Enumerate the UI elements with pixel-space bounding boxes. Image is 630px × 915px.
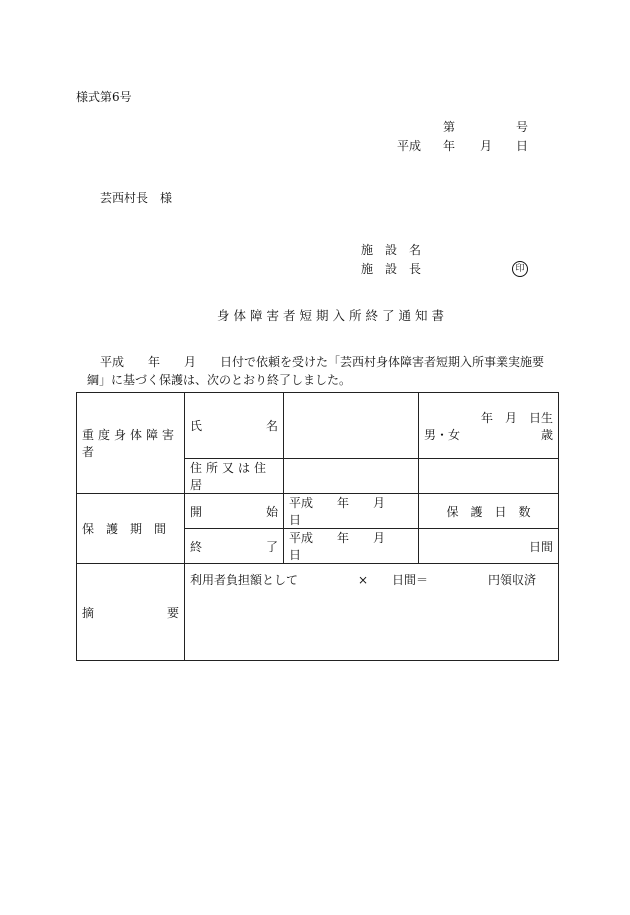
birth-gender-cell: [419, 393, 559, 459]
address-value-cell[interactable]: [284, 459, 419, 494]
table-row: [77, 393, 559, 459]
address-extra-cell[interactable]: [419, 459, 559, 494]
days-unit: 日間: [528, 539, 553, 554]
period-label: 保 護 期 間: [82, 522, 167, 536]
date-day: 日: [516, 139, 529, 153]
facility-head-label: 施 設 長: [361, 262, 422, 276]
number-suffix: 号: [516, 120, 529, 134]
date-era: 平成: [397, 139, 422, 153]
start-label-right: 始: [265, 504, 278, 519]
days-value-cell[interactable]: [419, 529, 559, 564]
table-row: [77, 564, 559, 661]
name-label-cell: [185, 393, 284, 459]
address-label-cell: [185, 459, 284, 494]
addressee: 芸西村長 様: [100, 191, 173, 205]
document-title: 身体障害者短期入所終了通知書: [217, 308, 449, 323]
summary-text: 利用者負担額として × 日間＝ 円領収済: [190, 573, 537, 587]
address-label: 住所又は住居: [190, 461, 271, 492]
form-number: 様式第6号: [76, 90, 132, 104]
facility-name-label: 施 設 名: [361, 243, 422, 257]
gender: 男・女: [424, 427, 461, 442]
end-label-cell: [185, 529, 284, 564]
person-label: 重度身体障害者: [82, 428, 179, 459]
number-prefix: 第: [443, 120, 456, 134]
name-label-right: 名: [265, 419, 278, 433]
start-label-left: 開: [190, 504, 203, 519]
notice-table: [76, 392, 559, 661]
end-label-right: 了: [265, 539, 278, 554]
body-text-line2: 綱」に基づく保護は、次のとおり終了しました。: [87, 373, 352, 387]
start-date: 平成 年 月 日: [289, 496, 410, 527]
end-date-cell[interactable]: [284, 529, 419, 564]
seal-mark: [512, 260, 528, 277]
birth-date: 年 月 日生: [480, 410, 553, 425]
seal-icon: 印: [512, 261, 528, 277]
start-date-cell[interactable]: [284, 494, 419, 529]
name-value-cell[interactable]: [284, 393, 419, 459]
summary-label-cell: [77, 564, 185, 661]
date-year: 年: [443, 139, 456, 153]
name-label-left: 氏: [190, 419, 203, 433]
period-label-cell: [77, 494, 185, 564]
age: 歳: [540, 427, 553, 442]
person-label-cell: [77, 393, 185, 494]
days-label-cell: [419, 494, 559, 529]
body-text-line1: 平成 年 月 日付で依頼を受けた「芸西村身体障害者短期入所事業実施要: [100, 355, 545, 369]
summary-label-left: 摘: [82, 605, 95, 620]
end-label-left: 終: [190, 539, 203, 554]
table-row: [77, 494, 559, 529]
end-date: 平成 年 月 日: [289, 531, 410, 562]
date-month: 月: [480, 139, 493, 153]
start-label-cell: [185, 494, 284, 529]
summary-label-right: 要: [166, 605, 179, 620]
days-label: 保 護 日 数: [446, 504, 531, 519]
summary-cell[interactable]: [185, 564, 559, 661]
